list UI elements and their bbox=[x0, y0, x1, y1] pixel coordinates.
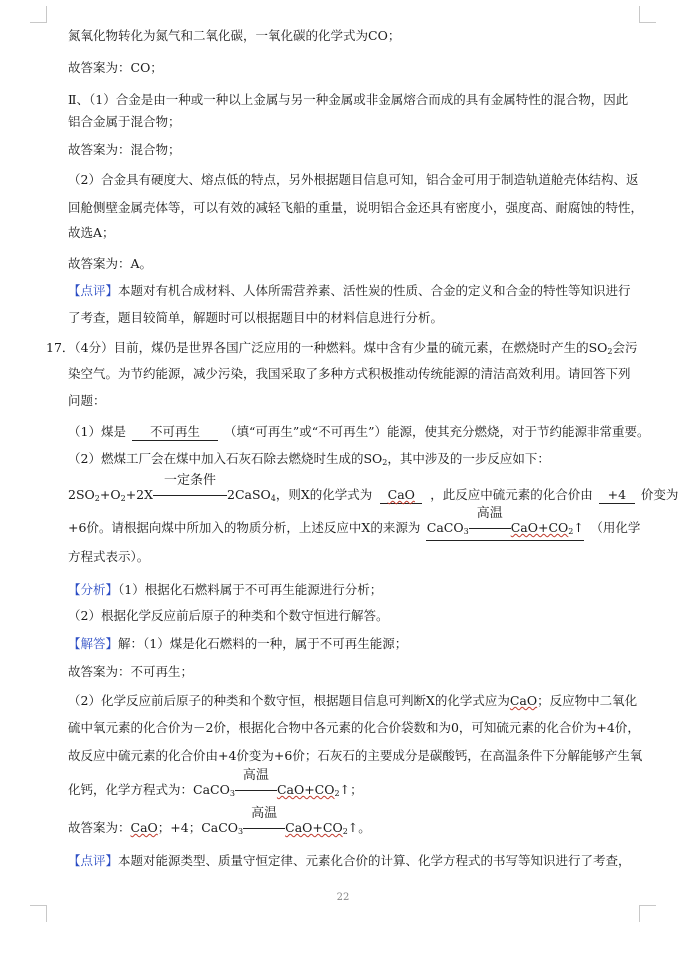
solution-line: 【解答】解：（1）煤是化石燃料的一种，属于不可再生能源； bbox=[68, 636, 408, 651]
answer-blank: CaO bbox=[380, 487, 422, 504]
analysis-tag: 【分析】 bbox=[68, 582, 119, 597]
comment-tag: 【点评】 bbox=[68, 853, 119, 868]
question-part-2: （2）燃煤工厂会在煤中加入石灰石除去燃烧时生成的$SO_2$，其中涉及的一步反应如下： bbox=[68, 451, 550, 467]
text-line: 铝合金属于混合物； bbox=[68, 114, 181, 129]
text-line: +6价。请根据向煤中所加入的物质分析，上述反应中X的来源为 CaCO$_3$ 高温 $CaO+CO_2↑$ （用化学 bbox=[68, 520, 640, 541]
equation-line: 化钙，化学方程式为：CaCO$_3$ 高温 $CaO+CO_2↑$； bbox=[68, 768, 363, 798]
text-line: 染空气。为节约能源，减少污染，我国采取了多种方式积极推动传统能源的清洁高效利用。请回答下列 bbox=[68, 366, 631, 381]
text-line: 故反应中硫元素的化合价由+4价变为+6价；石灰石的主要成分是碳酸钙，在高温条件下分解能够产生氧 bbox=[68, 748, 643, 763]
answer-line: 故答案为：A。 bbox=[68, 256, 153, 271]
question-part-1: （1）煤是 不可再生 （填“可再生”或“不可再生”）能源，使其充分燃烧，对于节约能源非常重要。 bbox=[68, 424, 650, 439]
text-line: 问题： bbox=[68, 393, 106, 408]
page-number: 22 bbox=[336, 892, 350, 903]
text-line: 回舱侧壁金属壳体等，可以有效的减轻飞船的重量，说明铝合金还具有密度小，强度高、耐腐蚀的特性， bbox=[68, 200, 644, 215]
text-line: 硫中氧元素的化合价为－2价，根据化合物中各元素的化合价袋数和为0，可知硫元素的化合价为+4价， bbox=[68, 720, 640, 735]
answer-blank: CaCO$_3$ 高温 $CaO+CO_2↑$ bbox=[426, 520, 584, 541]
comment-line: 【点评】本题对有机合成材料、人体所需营养素、活性炭的性质、合金的定义和合金的特性等知识进行 bbox=[68, 283, 631, 298]
text-line: （2）根据化学反应前后原子的种类和个数守恒进行解答。 bbox=[68, 608, 389, 623]
text-line: （2）合金具有硬度大、熔点低的特点，另外根据题目信息可知，铝合金可用于制造轨道舱壳体结构、返 bbox=[68, 172, 639, 187]
crop-mark-top-left bbox=[30, 6, 47, 23]
analysis-line: 【分析】（1）根据化石燃料属于不可再生能源进行分析； bbox=[68, 582, 383, 597]
reaction-condition: 高温 bbox=[242, 768, 269, 783]
answer-line: 故答案为：混合物； bbox=[68, 142, 181, 157]
solution-tag: 【解答】 bbox=[68, 636, 119, 651]
crop-mark-top-right bbox=[639, 6, 656, 23]
crop-mark-bottom-right bbox=[639, 905, 656, 922]
reaction-condition: 一定条件 bbox=[164, 473, 217, 488]
text-line: Ⅱ、（1）合金是由一种或一种以上金属与另一种金属或非金属熔合而成的具有金属特性的混合物，因此 bbox=[68, 92, 629, 107]
text-line: 了考查，题目较简单，解题时可以根据题目中的材料信息进行分析。 bbox=[68, 310, 444, 325]
comment-tag: 【点评】 bbox=[68, 283, 119, 298]
text-line: 氮氧化物转化为氮气和二氧化碳，一氧化碳的化学式为CO； bbox=[68, 28, 401, 43]
question-17-line: 17．（4分）目前，煤仍是世界各国广泛应用的一种燃料。煤中含有少量的硫元素，在燃烧时产生的$SO_2$会污 bbox=[46, 340, 638, 356]
answer-line: 故答案为：CaO；+4；CaCO$_3$ 高温 $CaO+CO_2↑$。 bbox=[68, 806, 371, 836]
comment-line: 【点评】本题对能源类型、质量守恒定律、元素化合价的计算、化学方程式的书写等知识进行了考查， bbox=[68, 853, 631, 868]
text-line: 故选A； bbox=[68, 225, 115, 240]
text-line: 方程式表示）。 bbox=[68, 549, 150, 564]
equation-line: $2SO_2+O_2+2X$ 一定条件 2CaSO$_4$，则X的化学式为 CaO ，此反应中硫元素的化合价由 +4 价变为 bbox=[68, 473, 679, 503]
reaction-condition: 高温 bbox=[476, 506, 503, 521]
text-line: （2）化学反应前后原子的种类和个数守恒，根据题目信息可判断X的化学式应为CaO；反应物中二氧化 bbox=[68, 693, 638, 708]
answer-line: 故答案为：不可再生； bbox=[68, 664, 194, 679]
reaction-condition: 高温 bbox=[251, 806, 278, 821]
answer-blank: +4 bbox=[599, 487, 635, 504]
answer-blank: 不可再生 bbox=[132, 424, 218, 441]
answer-line: 故答案为：CO； bbox=[68, 60, 163, 75]
crop-mark-bottom-left bbox=[30, 905, 47, 922]
